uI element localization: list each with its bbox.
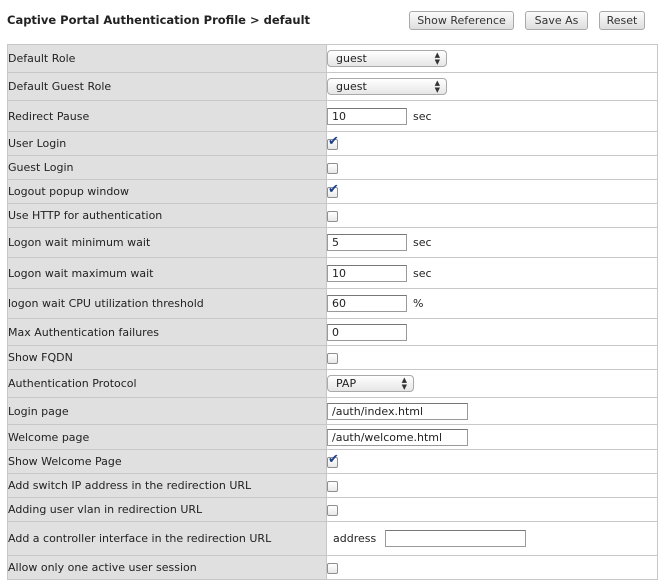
auth-protocol-select[interactable] — [327, 375, 414, 392]
show-welcome-page-checkbox[interactable] — [327, 451, 339, 468]
show-welcome-page-label: Show Welcome Page — [8, 450, 327, 474]
row-user-login — [8, 132, 658, 156]
default-guest-role-label: Default Guest Role — [8, 73, 327, 101]
row-guest-login — [8, 156, 658, 180]
user-login-checkbox[interactable] — [327, 133, 339, 150]
row-logon-max-wait — [8, 258, 658, 289]
row-one-active-session — [8, 556, 658, 580]
updown-arrows-icon: ▲ ▼ — [434, 78, 440, 94]
one-active-session-label: Allow only one active user session — [8, 556, 327, 580]
row-add-controller-iface — [8, 522, 658, 556]
redirect-pause-label: Redirect Pause — [8, 101, 327, 132]
row-logon-min-wait — [8, 228, 658, 258]
guest-login-checkbox[interactable] — [327, 163, 338, 174]
cpu-threshold-label: logon wait CPU utilization threshold — [8, 289, 327, 319]
row-welcome-page — [8, 425, 658, 450]
reset-button[interactable]: Reset — [599, 11, 645, 30]
max-auth-failures-input[interactable]: 0 — [327, 324, 407, 341]
guest-login-label: Guest Login — [8, 156, 327, 180]
logon-max-wait-unit: sec — [413, 266, 432, 280]
page-title: Captive Portal Authentication Profile > default — [7, 13, 311, 27]
logout-popup-checkbox[interactable] — [327, 181, 339, 198]
row-logout-popup — [8, 180, 658, 204]
logon-max-wait-label: Logon wait maximum wait — [8, 258, 327, 289]
welcome-page-label: Welcome page — [8, 425, 327, 450]
row-login-page — [8, 398, 658, 425]
use-http-label: Use HTTP for authentication — [8, 204, 327, 228]
row-add-switch-ip — [8, 474, 658, 498]
show-fqdn-label: Show FQDN — [8, 346, 327, 370]
max-auth-failures-label: Max Authentication failures — [8, 319, 327, 346]
row-redirect-pause — [8, 101, 658, 132]
checkmark-icon: ✔ — [328, 133, 339, 149]
cpu-threshold-input[interactable]: 60 — [327, 295, 407, 312]
controller-address-prefix: address — [333, 532, 377, 545]
checkmark-icon: ✔ — [328, 451, 339, 467]
one-active-session-checkbox[interactable] — [327, 563, 338, 574]
row-max-auth-failures — [8, 319, 658, 346]
logon-min-wait-label: Logon wait minimum wait — [8, 228, 327, 258]
user-login-label: User Login — [8, 132, 327, 156]
default-role-select[interactable] — [327, 50, 447, 67]
updown-arrows-icon: ▲ ▼ — [401, 375, 407, 391]
profile-settings-table — [7, 44, 658, 580]
add-switch-ip-label: Add switch IP address in the redirection URL — [8, 474, 327, 498]
row-default-role — [8, 45, 658, 73]
row-add-user-vlan — [8, 498, 658, 522]
row-default-guest-role — [8, 73, 658, 101]
row-cpu-threshold — [8, 289, 658, 319]
login-page-input[interactable]: /auth/index.html — [327, 403, 468, 420]
logout-popup-label: Logout popup window — [8, 180, 327, 204]
add-controller-iface-label: Add a controller interface in the redirection URL — [8, 522, 327, 556]
row-auth-protocol — [8, 370, 658, 398]
row-show-fqdn — [8, 346, 658, 370]
auth-protocol-value: PAP — [336, 377, 357, 390]
show-reference-button[interactable]: Show Reference — [409, 11, 514, 30]
cpu-threshold-unit: % — [413, 297, 424, 310]
default-guest-role-value: guest — [336, 80, 367, 93]
add-user-vlan-checkbox[interactable] — [327, 505, 338, 516]
checkmark-icon: ✔ — [328, 181, 339, 197]
use-http-checkbox[interactable] — [327, 211, 338, 222]
add-user-vlan-label: Adding user vlan in redirection URL — [8, 498, 327, 522]
welcome-page-input[interactable]: /auth/welcome.html — [327, 429, 468, 446]
default-guest-role-select[interactable] — [327, 78, 447, 95]
controller-address-input[interactable] — [385, 530, 526, 547]
updown-arrows-icon: ▲ ▼ — [434, 50, 440, 66]
default-role-value: guest — [336, 52, 367, 65]
show-fqdn-checkbox[interactable] — [327, 353, 338, 364]
auth-protocol-label: Authentication Protocol — [8, 370, 327, 398]
login-page-label: Login page — [8, 398, 327, 425]
redirect-pause-unit: sec — [413, 109, 432, 123]
row-use-http — [8, 204, 658, 228]
default-role-label: Default Role — [8, 45, 327, 73]
redirect-pause-input[interactable]: 10 — [327, 108, 407, 125]
logon-min-wait-input[interactable]: 5 — [327, 234, 407, 251]
logon-max-wait-input[interactable]: 10 — [327, 265, 407, 282]
add-switch-ip-checkbox[interactable] — [327, 481, 338, 492]
logon-min-wait-unit: sec — [413, 236, 432, 249]
row-show-welcome-page — [8, 450, 658, 474]
page-header — [0, 0, 663, 42]
save-as-button[interactable]: Save As — [525, 11, 588, 30]
